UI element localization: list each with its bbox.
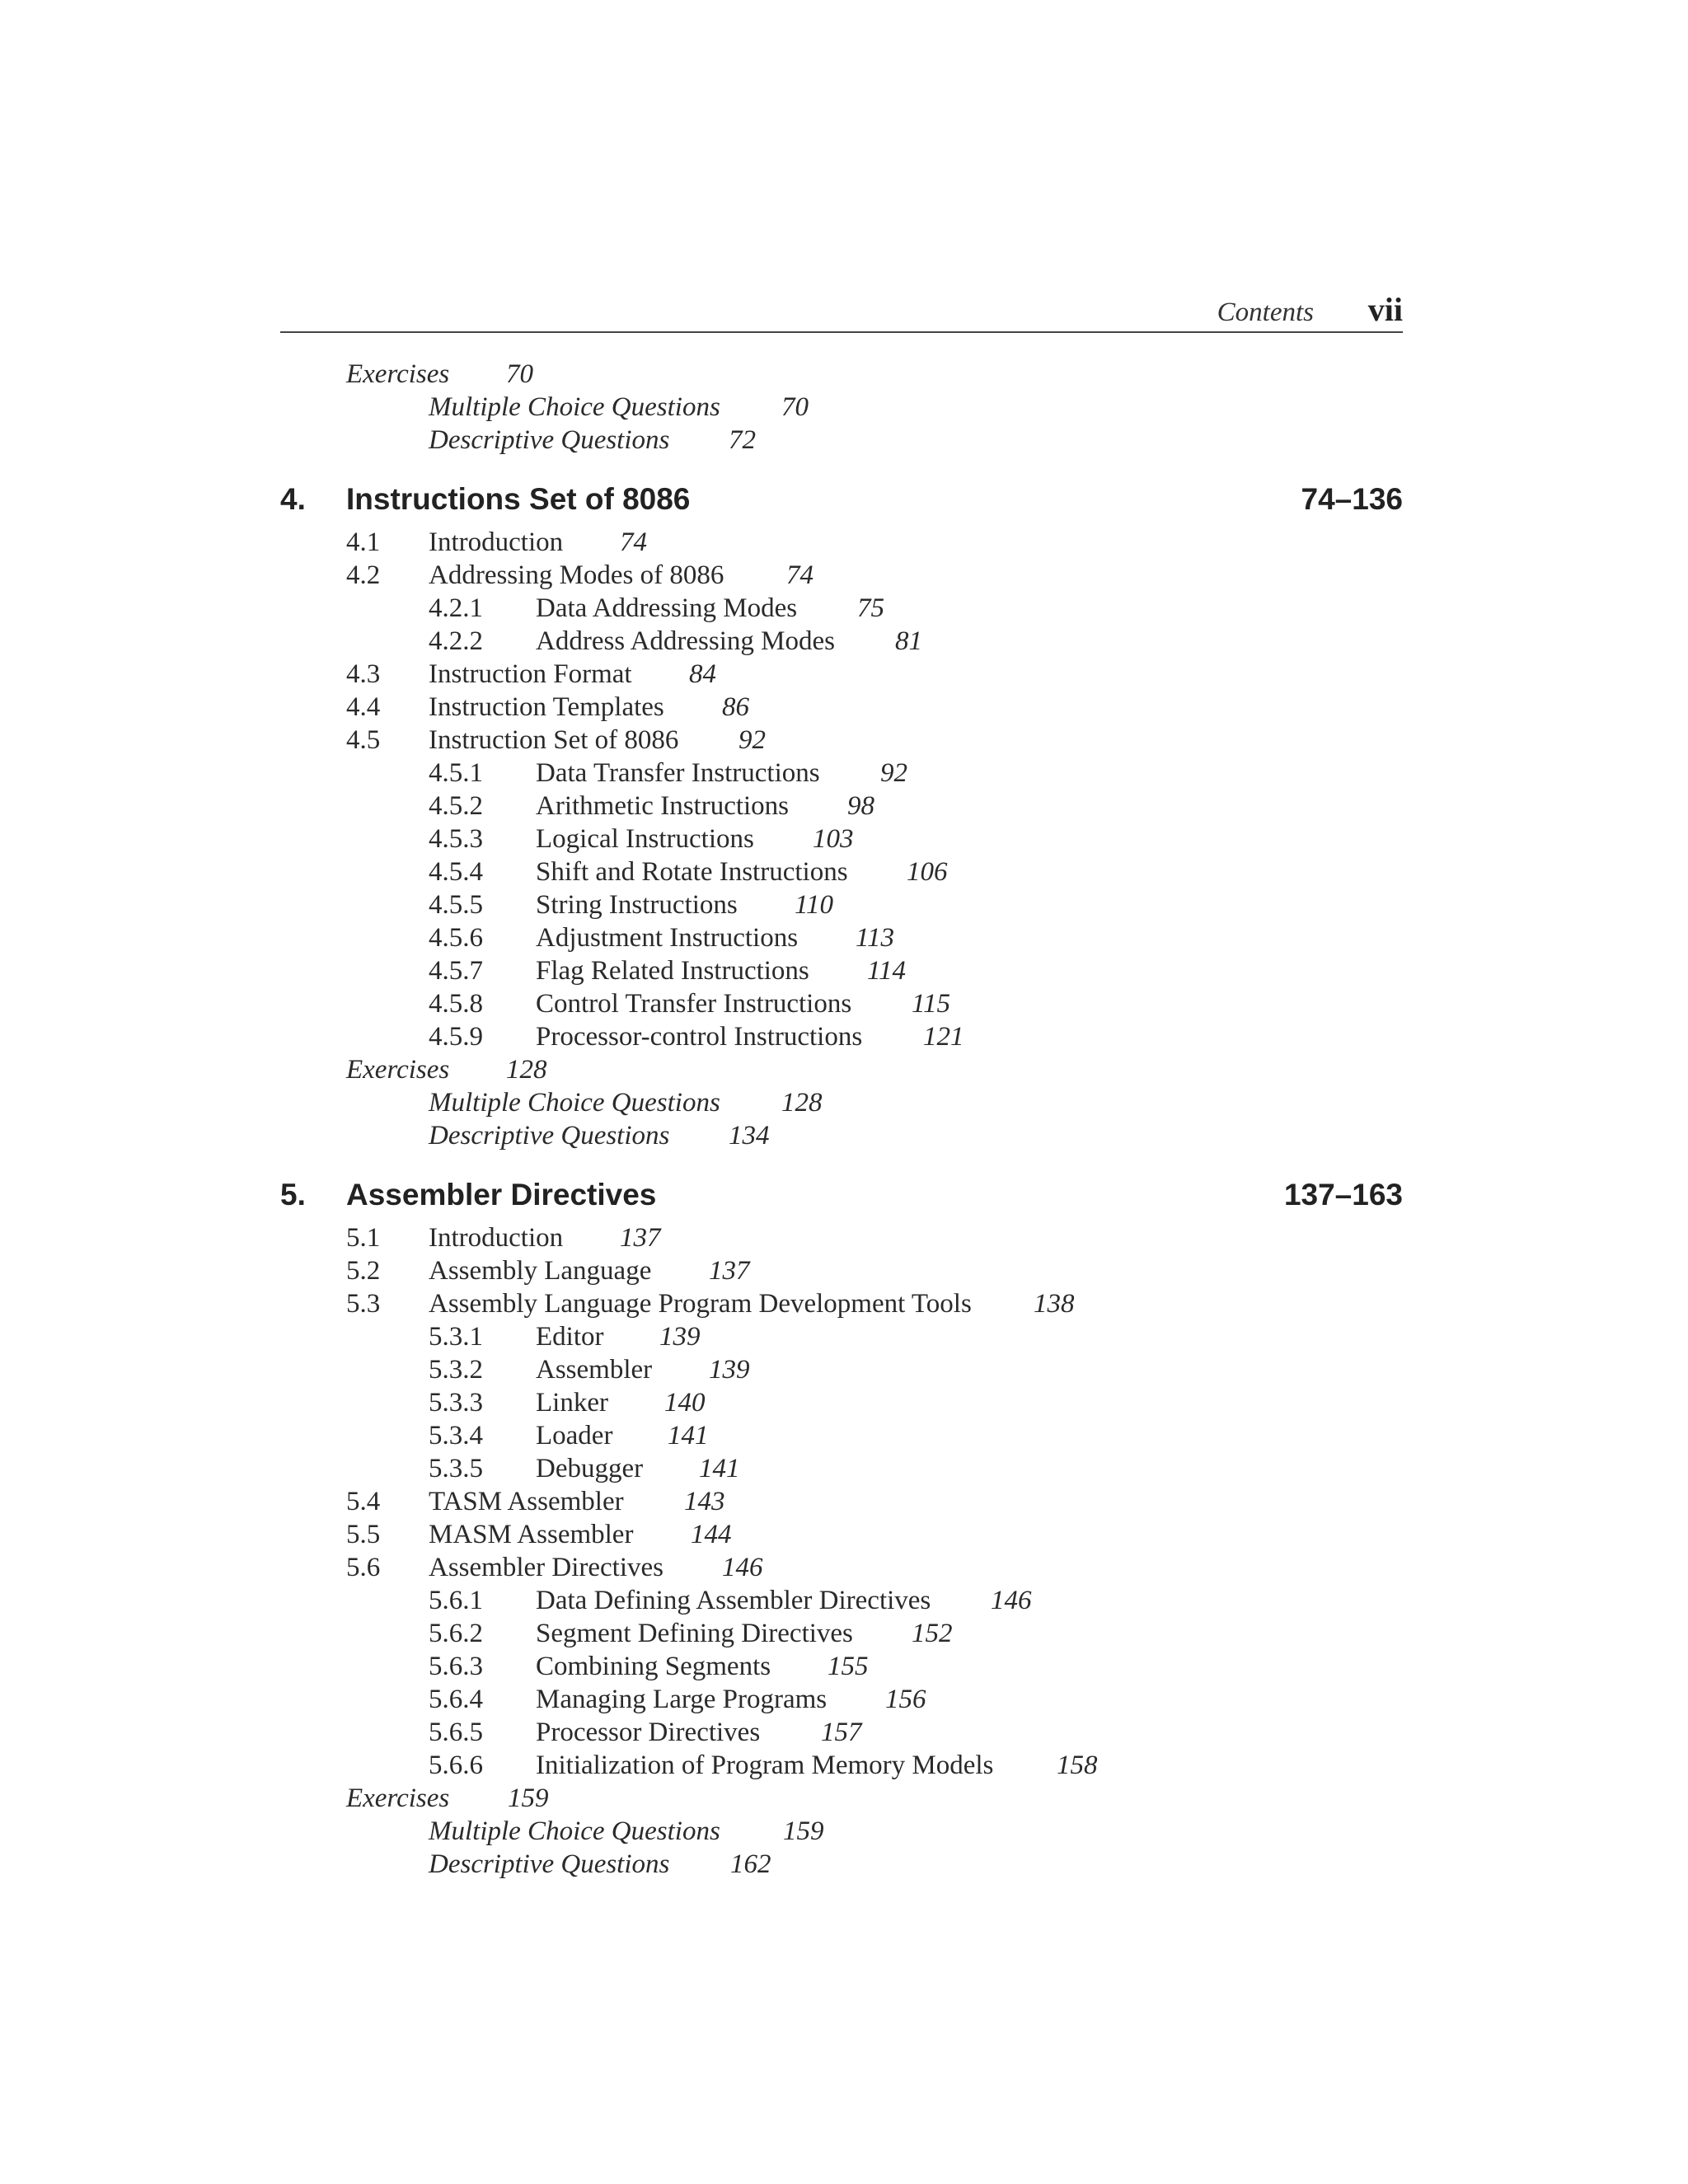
entry-title: Exercises bbox=[346, 1783, 450, 1813]
entry-page: 81 bbox=[895, 626, 922, 656]
header-rule bbox=[280, 331, 1403, 333]
entry-title: Adjustment Instructions bbox=[536, 923, 799, 953]
entry-title: Multiple Choice Questions bbox=[429, 1088, 720, 1118]
entry-number: 5.6.2 bbox=[429, 1619, 483, 1648]
entry-page: 128 bbox=[506, 1055, 547, 1085]
entry-page: 139 bbox=[659, 1322, 701, 1352]
chapter-page-range: 74–136 bbox=[1301, 482, 1403, 516]
entry-title: Assembler bbox=[536, 1355, 653, 1385]
entry-title: Data Transfer Instructions bbox=[536, 758, 820, 788]
running-header bbox=[280, 290, 1403, 333]
entry-number: 4.5.2 bbox=[429, 791, 483, 821]
entry-number: 4.2 bbox=[346, 560, 381, 590]
entry-title: Logical Instructions bbox=[536, 824, 754, 854]
chapter-title: Instructions Set of 8086 bbox=[346, 482, 691, 516]
entry-title: Descriptive Questions bbox=[429, 1849, 670, 1879]
entry-number: 4.5.4 bbox=[429, 857, 483, 887]
entry-title: Loader bbox=[536, 1421, 613, 1451]
entry-page: 144 bbox=[691, 1520, 732, 1549]
entry-number: 4.5.3 bbox=[429, 824, 483, 854]
entry-page: 72 bbox=[729, 425, 756, 455]
entry-title: Processor Directives bbox=[536, 1718, 761, 1747]
entry-number: 4.5.8 bbox=[429, 989, 483, 1019]
entry-title: Descriptive Questions bbox=[429, 1121, 670, 1151]
entry-number: 5.3.5 bbox=[429, 1454, 483, 1483]
entry-page: 70 bbox=[506, 359, 533, 389]
entry-page: 92 bbox=[880, 758, 907, 788]
entry-page: 141 bbox=[699, 1454, 740, 1483]
chapter-page-range: 137–163 bbox=[1283, 1178, 1403, 1212]
entry-title: String Instructions bbox=[536, 890, 738, 920]
running-header-title: Contents bbox=[1217, 298, 1314, 327]
entry-page: 115 bbox=[912, 989, 951, 1019]
entry-title: Multiple Choice Questions bbox=[429, 1816, 720, 1846]
entry-page: 140 bbox=[664, 1388, 706, 1418]
entry-page: 92 bbox=[738, 725, 766, 755]
entry-title: Exercises bbox=[346, 1055, 450, 1085]
entry-title: Debugger bbox=[536, 1454, 644, 1483]
entry-page: 146 bbox=[722, 1553, 763, 1582]
entry-title: Editor bbox=[536, 1322, 604, 1352]
entry-number: 5.4 bbox=[346, 1487, 381, 1516]
entry-number: 5.1 bbox=[346, 1223, 381, 1253]
entry-page: 138 bbox=[1034, 1289, 1075, 1319]
entry-title: Arithmetic Instructions bbox=[536, 791, 790, 821]
entry-page: 84 bbox=[689, 659, 716, 689]
entry-title: Assembler Directives bbox=[429, 1553, 663, 1582]
entry-number: 4.5.7 bbox=[429, 956, 483, 986]
entry-title: Introduction bbox=[429, 527, 564, 557]
entry-title: Combining Segments bbox=[536, 1652, 771, 1681]
entry-page: 141 bbox=[668, 1421, 709, 1451]
entry-page: 106 bbox=[907, 857, 948, 887]
entry-page: 157 bbox=[821, 1718, 862, 1747]
entry-page: 70 bbox=[781, 392, 809, 422]
entry-number: 5.6.4 bbox=[429, 1685, 483, 1714]
entry-page: 137 bbox=[620, 1223, 661, 1253]
entry-number: 5.6.5 bbox=[429, 1718, 483, 1747]
entry-title: Address Addressing Modes bbox=[536, 626, 835, 656]
entry-title: Introduction bbox=[429, 1223, 564, 1253]
entry-page: 114 bbox=[867, 956, 907, 986]
entry-number: 5.6.1 bbox=[429, 1586, 483, 1615]
entry-title: Flag Related Instructions bbox=[536, 956, 809, 986]
entry-page: 162 bbox=[730, 1849, 771, 1879]
entry-number: 5.2 bbox=[346, 1256, 381, 1286]
entry-page: 86 bbox=[722, 692, 749, 722]
entry-title: Initialization of Program Memory Models bbox=[536, 1750, 994, 1780]
entry-number: 5.6.3 bbox=[429, 1652, 483, 1681]
entry-title: Instruction Set of 8086 bbox=[429, 725, 679, 755]
entry-number: 5.3 bbox=[346, 1289, 381, 1319]
chapter-heading-4[interactable] bbox=[0, 480, 1688, 519]
chapter-title: Assembler Directives bbox=[346, 1178, 657, 1212]
entry-page: 152 bbox=[912, 1619, 953, 1648]
entry-page: 113 bbox=[856, 923, 895, 953]
entry-number: 4.2.2 bbox=[429, 626, 483, 656]
entry-title: Processor-control Instructions bbox=[536, 1022, 863, 1052]
entry-number: 4.5.9 bbox=[429, 1022, 483, 1052]
entry-page: 75 bbox=[857, 593, 884, 623]
entry-title: Segment Defining Directives bbox=[536, 1619, 853, 1648]
entry-page: 134 bbox=[729, 1121, 770, 1151]
entry-title: Control Transfer Instructions bbox=[536, 989, 852, 1019]
entry-number: 5.5 bbox=[346, 1520, 381, 1549]
entry-page: 143 bbox=[684, 1487, 725, 1516]
entry-title: TASM Assembler bbox=[429, 1487, 624, 1516]
entry-number: 5.3.3 bbox=[429, 1388, 483, 1418]
entry-page: 121 bbox=[923, 1022, 964, 1052]
entry-title: Data Defining Assembler Directives bbox=[536, 1586, 931, 1615]
entry-number: 5.3.1 bbox=[429, 1322, 483, 1352]
entry-number: 5.3.4 bbox=[429, 1421, 483, 1451]
entry-page: 103 bbox=[813, 824, 854, 854]
entry-number: 4.5.1 bbox=[429, 758, 483, 788]
entry-title: Exercises bbox=[346, 359, 450, 389]
entry-page: 139 bbox=[709, 1355, 750, 1385]
entry-page: 158 bbox=[1057, 1750, 1098, 1780]
entry-page: 156 bbox=[885, 1685, 926, 1714]
entry-number: 4.3 bbox=[346, 659, 381, 689]
entry-number: 4.4 bbox=[346, 692, 381, 722]
entry-title: Addressing Modes of 8086 bbox=[429, 560, 724, 590]
entry-page: 155 bbox=[828, 1652, 869, 1681]
entry-title: Assembly Language Program Development Tools bbox=[429, 1289, 972, 1319]
entry-number: 5.6 bbox=[346, 1553, 381, 1582]
entry-page: 146 bbox=[991, 1586, 1032, 1615]
entry-page: 74 bbox=[786, 560, 814, 590]
entry-number: 4.5.5 bbox=[429, 890, 483, 920]
chapter-number: 4. bbox=[280, 482, 306, 516]
entry-title: Instruction Format bbox=[429, 659, 632, 689]
entry-title: Descriptive Questions bbox=[429, 425, 670, 455]
entry-number: 4.1 bbox=[346, 527, 381, 557]
entry-page: 74 bbox=[620, 527, 647, 557]
entry-page: 110 bbox=[795, 890, 834, 920]
entry-page: 159 bbox=[508, 1783, 549, 1813]
entry-title: Instruction Templates bbox=[429, 692, 664, 722]
chapter-number: 5. bbox=[280, 1178, 306, 1212]
chapter-heading-5[interactable] bbox=[0, 1175, 1688, 1215]
entry-page: 128 bbox=[781, 1088, 823, 1118]
entry-title: Managing Large Programs bbox=[536, 1685, 828, 1714]
entry-number: 5.3.2 bbox=[429, 1355, 483, 1385]
entry-number: 4.5.6 bbox=[429, 923, 483, 953]
entry-number: 4.5 bbox=[346, 725, 381, 755]
entry-page: 159 bbox=[783, 1816, 824, 1846]
entry-title: Linker bbox=[536, 1388, 608, 1418]
entry-page: 98 bbox=[847, 791, 874, 821]
entry-title: Assembly Language bbox=[429, 1256, 652, 1286]
entry-number: 5.6.6 bbox=[429, 1750, 483, 1780]
page-number: vii bbox=[1367, 291, 1403, 328]
entry-title: MASM Assembler bbox=[429, 1520, 634, 1549]
entry-title: Multiple Choice Questions bbox=[429, 392, 720, 422]
entry-title: Data Addressing Modes bbox=[536, 593, 798, 623]
entry-number: 4.2.1 bbox=[429, 593, 483, 623]
entry-title: Shift and Rotate Instructions bbox=[536, 857, 848, 887]
entry-page: 137 bbox=[709, 1256, 750, 1286]
